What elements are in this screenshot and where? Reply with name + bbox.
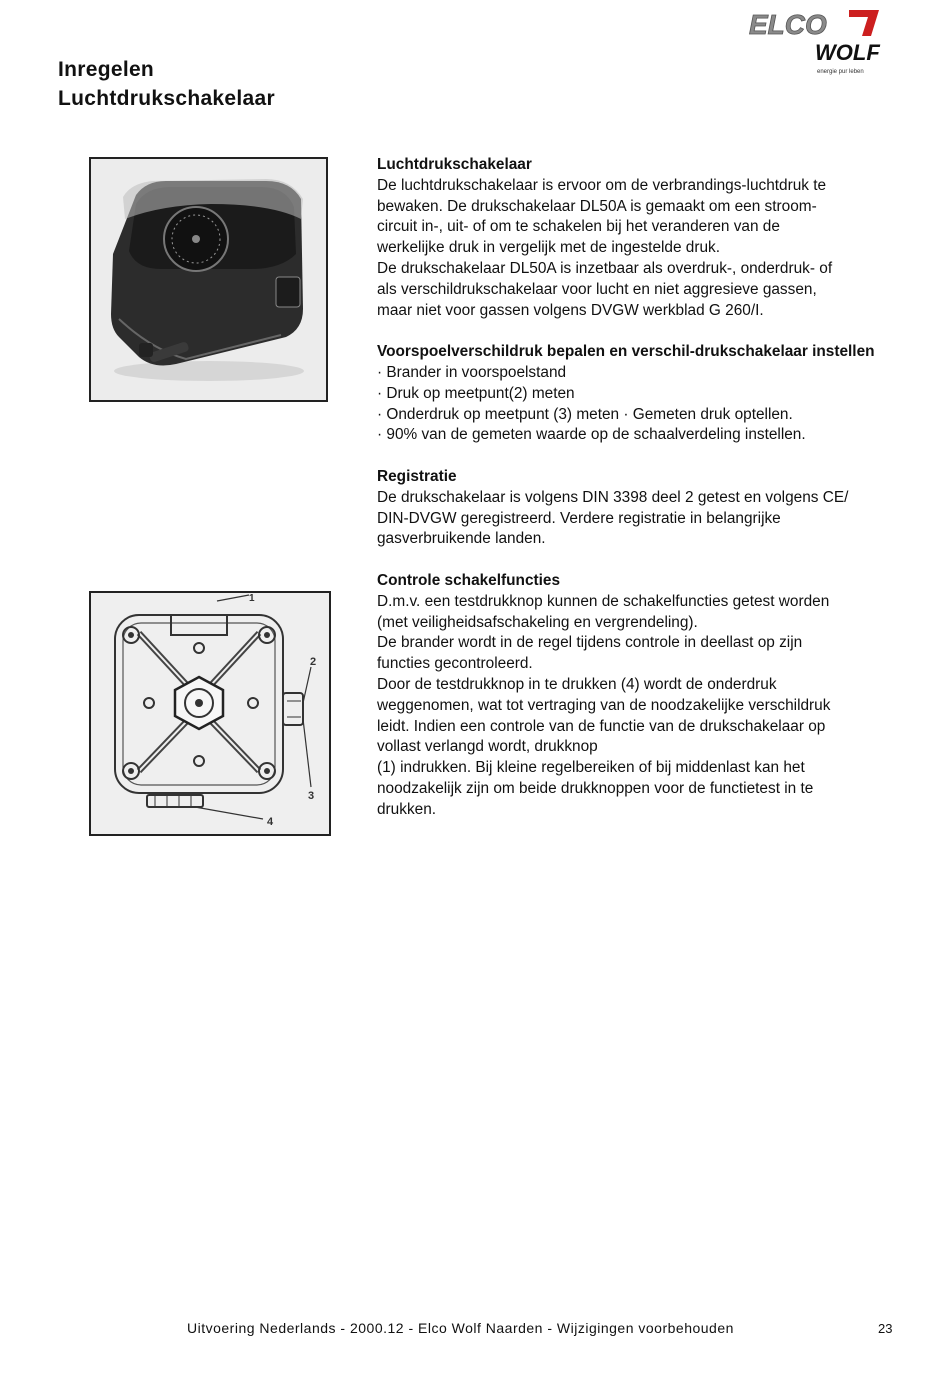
paragraph bbox=[377, 592, 902, 821]
logo-brand-elco: ELCO bbox=[749, 9, 827, 40]
text-line: De drukschakelaar is volgens DIN 3398 deel 2 getest en volgens CE/ bbox=[377, 488, 849, 506]
bullet-item: · Brander in voorspoelstand bbox=[377, 363, 567, 381]
paragraph bbox=[377, 176, 902, 322]
pressure-switch-diagram bbox=[89, 591, 331, 836]
page-title-line1: Inregelen bbox=[58, 58, 155, 81]
text-line: vollast verlangd wordt, drukknop bbox=[377, 738, 598, 756]
diagram-label-3: 3 bbox=[308, 790, 315, 802]
text-line: Door de testdrukknop in te drukken (4) wordt de onderdruk bbox=[377, 675, 777, 693]
text-line: functies gecontroleerd. bbox=[377, 655, 533, 673]
text-line: als verschildrukschakelaar voor lucht en niet aggresieve gassen, bbox=[377, 280, 817, 298]
text-line: DIN-DVGW geregistreerd. Verdere registratie in belangrijke bbox=[377, 509, 781, 527]
text-line: drukken. bbox=[377, 800, 437, 818]
page-title-line2: Luchtdrukschakelaar bbox=[58, 87, 275, 110]
section-luchtdrukschakelaar bbox=[377, 155, 902, 321]
text-line: De brander wordt in de regel tijdens controle in deellast op zijn bbox=[377, 634, 803, 652]
section-registratie bbox=[377, 467, 902, 550]
paragraph bbox=[377, 488, 902, 550]
elco-wolf-logo bbox=[745, 4, 905, 76]
main-content bbox=[377, 155, 902, 841]
section-heading: Controle schakelfuncties bbox=[377, 571, 561, 589]
section-heading: Voorspoelverschildruk bepalen en verschil-drukschakelaar instellen bbox=[377, 343, 875, 361]
logo-seven-mark bbox=[849, 10, 879, 36]
text-line: weggenomen, wat tot vertraging van de noodzakelijke verschildruk bbox=[377, 696, 831, 714]
text-line: circuit in-, uit- of om te schakelen bij het veranderen van de bbox=[377, 218, 780, 236]
bullet-item: · Onderdruk op meetpunt (3) meten · Gemeten druk optellen. bbox=[377, 405, 793, 423]
text-line: noodzakelijk zijn om beide drukknoppen voor de functietest in te bbox=[377, 779, 814, 797]
page-title bbox=[58, 55, 275, 113]
section-heading: Luchtdrukschakelaar bbox=[377, 156, 532, 173]
pressure-switch-photo bbox=[89, 157, 328, 402]
text-line: (1) indrukken. Bij kleine regelbereiken of bij middenlast kan het bbox=[377, 759, 805, 777]
diagram-label-2: 2 bbox=[310, 656, 317, 668]
section-controle-schakelfuncties bbox=[377, 571, 902, 821]
footer-text: Uitvoering Nederlands - 2000.12 - Elco Wolf Naarden - Wijzigingen voorbehouden bbox=[187, 1320, 734, 1336]
diagram-label-1: 1 bbox=[249, 593, 255, 604]
page-number: 23 bbox=[878, 1321, 893, 1336]
logo-tagline: energie pur leben bbox=[817, 69, 864, 75]
bullet-item: · Druk op meetpunt(2) meten bbox=[377, 384, 575, 402]
bullet-item: · 90% van de gemeten waarde op de schaalverdeling instellen. bbox=[377, 426, 806, 444]
text-line: De drukschakelaar DL50A is inzetbaar als overdruk-, onderdruk- of bbox=[377, 259, 833, 277]
text-line: bewaken. De drukschakelaar DL50A is gemaakt om een stroom- bbox=[377, 197, 817, 215]
section-heading: Registratie bbox=[377, 467, 457, 485]
text-line: werkelijke druk in vergelijk met de ingestelde druk. bbox=[377, 239, 721, 257]
text-line: gasverbruikende landen. bbox=[377, 530, 546, 548]
bullet-list bbox=[377, 363, 902, 446]
text-line: D.m.v. een testdrukknop kunnen de schakelfuncties getest worden bbox=[377, 592, 830, 610]
section-voorspoelverschildruk bbox=[377, 342, 902, 446]
text-line: maar niet voor gassen volgens DVGW werkblad G 260/I. bbox=[377, 301, 764, 319]
text-line: (met veiligheidsafschakeling en vergrendeling). bbox=[377, 613, 698, 631]
logo-brand-wolf: WOLF bbox=[815, 40, 880, 65]
diagram-label-4: 4 bbox=[267, 816, 274, 828]
text-line: leidt. Indien een controle van de functie van de drukschakelaar op bbox=[377, 717, 826, 735]
text-line: De luchtdrukschakelaar is ervoor om de verbrandings-luchtdruk te bbox=[377, 176, 827, 194]
